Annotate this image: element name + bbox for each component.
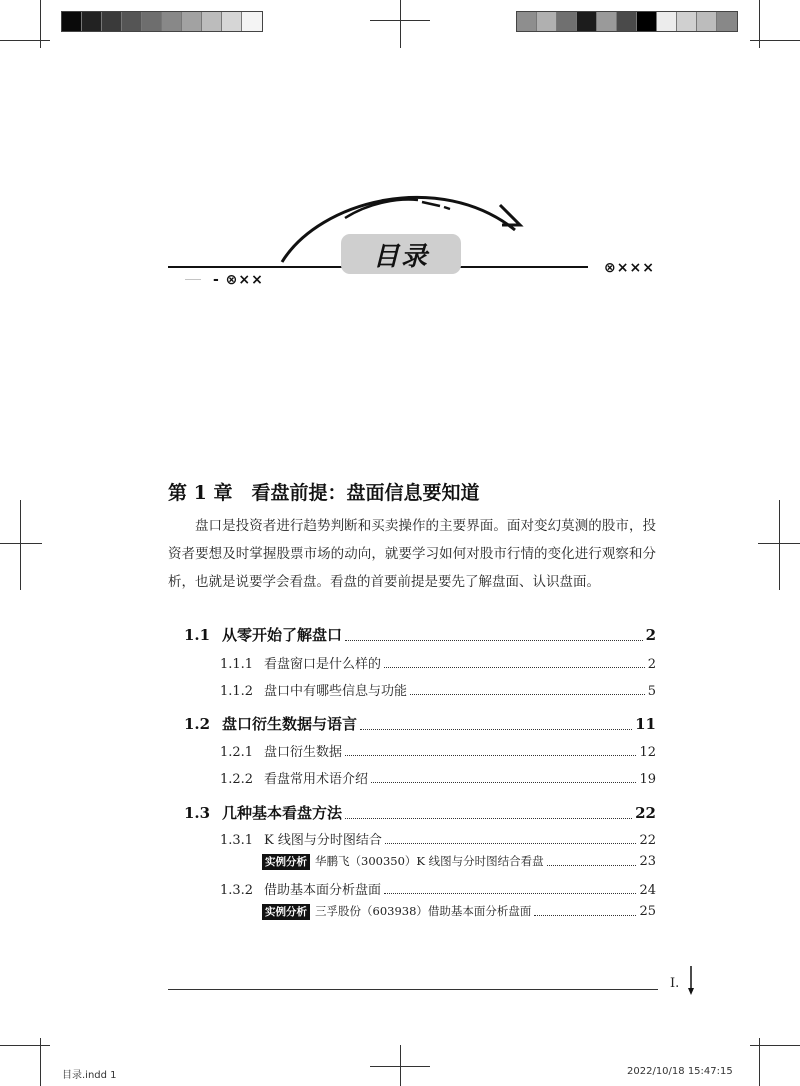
toc-entry-subsection[interactable] [220,680,656,699]
toc-entry-case-study[interactable] [262,853,656,870]
chapter-intro [168,512,656,596]
color-swatch [537,12,557,31]
slug-filename: 目录.indd 1 [62,1070,117,1081]
toc-page-number: 25 [639,904,656,919]
toc-title: 借助基本面分析盘面 [264,883,382,898]
toc-number: 1.1 [184,626,211,644]
toc-number: 1.2.2 [220,772,254,787]
color-swatch [82,12,102,31]
toc-title: 盘口中有哪些信息与功能 [264,684,408,699]
crop-mark [0,40,50,41]
toc-title: K 线图与分时图结合 [264,833,382,848]
toc-page-number: 24 [639,883,656,898]
page-folio: I. [670,976,680,991]
folio-arrow-icon [686,966,696,996]
color-swatch [597,12,617,31]
color-swatch [617,12,637,31]
toc-number: 1.3 [184,804,211,822]
toc-leader [345,818,632,819]
toc-leader [345,640,643,641]
registration-mark [779,500,780,590]
toc-leader [410,694,645,695]
toc-entry-subsection[interactable] [220,653,656,672]
toc-number: 1.2.1 [220,745,254,760]
registration-mark [400,0,401,48]
crop-mark [750,1045,800,1046]
header-deco-right: ⊗××× [604,260,655,276]
crop-mark [0,1045,50,1046]
color-bar-left [61,11,263,32]
registration-mark [0,543,42,544]
toc-entry-case-study[interactable] [262,903,656,920]
registration-mark [370,1066,430,1067]
color-swatch [122,12,142,31]
color-bar-right [516,11,738,32]
toc-entry-subsection[interactable] [220,829,656,848]
toc-leader [385,843,637,844]
toc-leader [371,782,636,783]
color-swatch [697,12,717,31]
toc-page-number: 12 [639,745,656,760]
toc-number: 1.3.2 [220,883,254,898]
footer-rule [168,989,658,990]
color-swatch [102,12,122,31]
toc-number: 1.2 [184,715,211,733]
color-swatch [222,12,242,31]
toc-title: 从零开始了解盘口 [222,626,343,644]
toc-leader [384,667,645,668]
toc-page-number: 19 [639,772,656,787]
toc-number: 1.1.2 [220,684,254,699]
header-deco-left: - ⊗×× [213,272,264,288]
color-swatch [717,12,737,31]
toc-page-number: 22 [635,804,656,822]
registration-mark [20,500,21,590]
toc-title: 看盘常用术语介绍 [264,772,369,787]
registration-mark [370,20,430,21]
chapter-title: 第 1 章 看盘前提：盘面信息要知道 [168,482,480,504]
toc-entry-section[interactable] [184,624,656,645]
color-swatch [62,12,82,31]
toc-title: 盘口衍生数据 [264,745,343,760]
toc-page-number: 22 [639,833,656,848]
color-swatch [557,12,577,31]
toc-page-number: 2 [645,626,656,644]
color-swatch [677,12,697,31]
toc-leader [384,893,636,894]
toc-entry-subsection[interactable] [220,879,656,898]
toc-leader [534,915,636,916]
color-swatch [637,12,657,31]
color-swatch [242,12,262,31]
toc-leader [360,729,632,730]
color-swatch [162,12,182,31]
toc-page-number: 11 [635,715,656,733]
toc-number: 1.1.1 [220,657,254,672]
toc-page-number: 5 [647,684,656,699]
case-study-tag: 实例分析 [262,854,310,870]
toc-entry-subsection[interactable] [220,741,656,760]
toc-page-number: 23 [639,854,656,869]
toc-entry-section[interactable] [184,802,656,823]
crop-mark [750,40,800,41]
color-swatch [202,12,222,31]
toc-entry-section[interactable] [184,713,656,734]
toc-number: 1.3.1 [220,833,254,848]
toc-title: 华鹏飞（300350）K 线图与分时图结合看盘 [315,854,544,868]
toc-leader [547,865,637,866]
toc-page-number: 2 [647,657,656,672]
toc-title: 三孚股份（603938）借助基本面分析盘面 [315,904,532,918]
toc-leader [345,755,636,756]
color-swatch [182,12,202,31]
chapter-intro-text: 盘口是投资者进行趋势判断和买卖操作的主要界面。面对变幻莫测的股市，投资者要想及时掌握股票市场的动向，就要学习如何对股市行情的变化进行观察和分析，也就是说要学会看盘。看盘的首要前提是要先了解盘面、认识盘面。 [168,518,656,590]
color-swatch [577,12,597,31]
toc-title: 看盘窗口是什么样的 [264,657,382,672]
toc-title: 盘口衍生数据与语言 [222,715,358,733]
toc-entry-subsection[interactable] [220,768,656,787]
toc-title: 几种基本看盘方法 [222,804,343,822]
color-swatch [517,12,537,31]
toc-header-badge: 目录 [341,234,461,274]
color-swatch [657,12,677,31]
slug-timestamp: 2022/10/18 15:47:15 [627,1066,733,1077]
case-study-tag: 实例分析 [262,904,310,920]
color-swatch [142,12,162,31]
